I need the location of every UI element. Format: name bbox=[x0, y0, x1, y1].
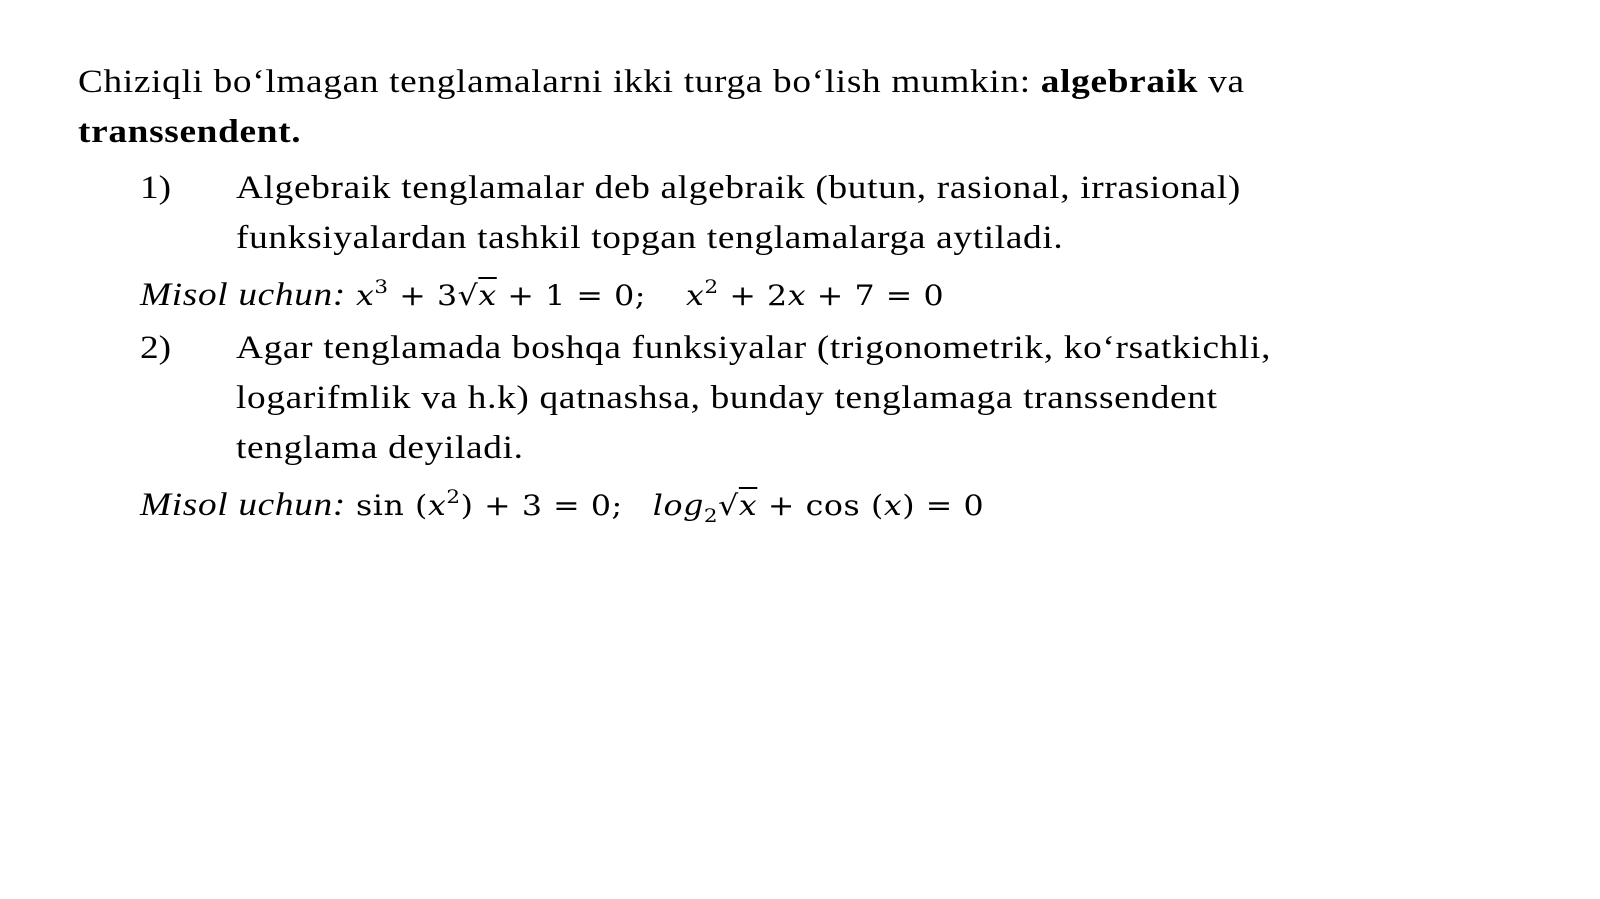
item-2-number: 2) bbox=[140, 330, 172, 366]
example-2 bbox=[140, 485, 984, 526]
example-2-equation-2: $\log_2√x + \cos (x) = 0$ bbox=[652, 489, 985, 527]
item-1-number: 1) bbox=[140, 170, 172, 206]
term-transsendent: transsendent. bbox=[78, 114, 302, 150]
item-2-line-3: tenglama deyiladi. bbox=[236, 430, 524, 466]
intro-conjunction: va bbox=[1208, 64, 1245, 100]
term-algebraik: algebraik bbox=[1040, 64, 1199, 100]
example-1-label: Misol uchun: bbox=[140, 277, 346, 313]
item-1-line-2: funksiyalardan tashkil topgan tenglamalarga aytiladi. bbox=[236, 220, 1064, 256]
item-1-line-1: Algebraik tenglamalar deb algebraik (butun, rasional, irrasional) bbox=[236, 170, 1241, 206]
example-2-equation-1: $\sin (x^2) + 3 = 0$; bbox=[355, 486, 623, 522]
item-2-line-1: Agar tenglamada boshqa funksiyalar (trigonometrik, ko‘rsatkichli, bbox=[236, 330, 1272, 366]
example-1-equation-1: $x^3 + 3√x + 1 = 0$; bbox=[355, 276, 647, 312]
example-1 bbox=[140, 275, 944, 316]
intro-text: Chiziqli bo‘lmagan tenglamalarni ikki turga bo‘lish mumkin: bbox=[78, 64, 1031, 100]
example-2-label: Misol uchun: bbox=[140, 487, 346, 523]
item-2-line-2: logarifmlik va h.k) qatnashsa, bunday tenglamaga transsendent bbox=[236, 380, 1218, 416]
example-1-equation-2: $x^2 + 2x + 7 = 0$ bbox=[686, 276, 945, 312]
intro-line-2 bbox=[78, 112, 301, 152]
intro-line-1 bbox=[78, 62, 1245, 102]
